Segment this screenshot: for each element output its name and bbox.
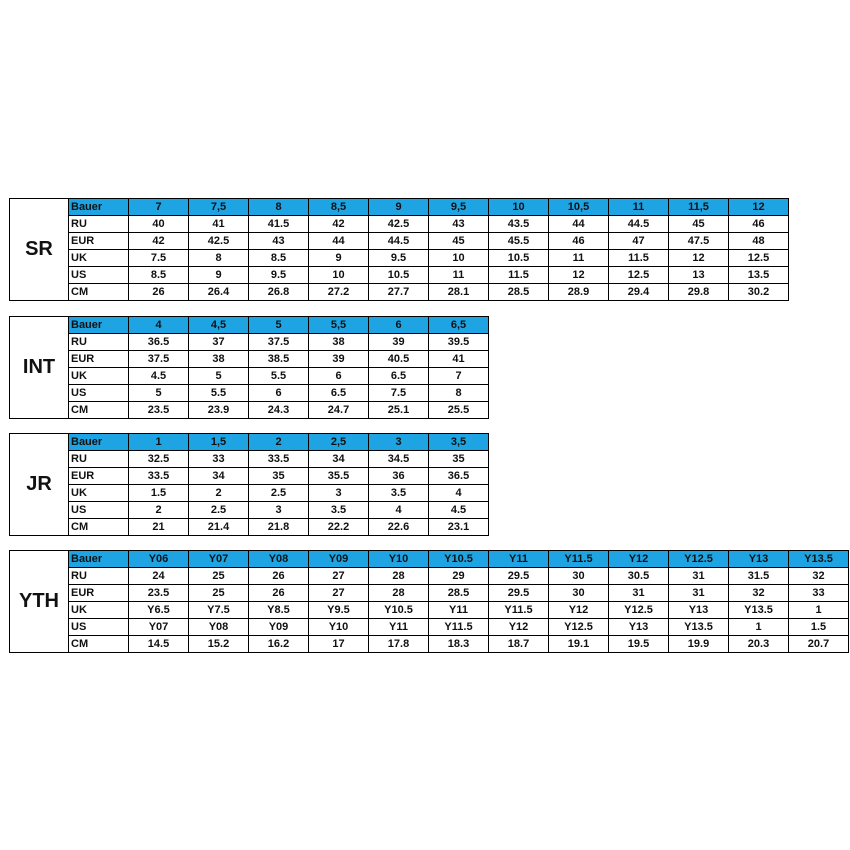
size-cell: 9.5	[369, 250, 429, 267]
size-cell: 10.5	[489, 250, 549, 267]
size-cell: 40	[129, 216, 189, 233]
size-cell: 19.5	[609, 636, 669, 653]
size-cell: 45	[429, 233, 489, 250]
size-cell: 42	[129, 233, 189, 250]
size-header-cell: 10	[489, 199, 549, 216]
size-cell: 43	[249, 233, 309, 250]
size-cell: 29	[429, 568, 489, 585]
size-cell: 46	[549, 233, 609, 250]
size-cell: 38	[309, 334, 369, 351]
header-row	[69, 317, 489, 334]
size-header-cell: 5,5	[309, 317, 369, 334]
row-label: US	[69, 502, 129, 519]
size-cell: 5	[129, 385, 189, 402]
size-cell: 27.2	[309, 284, 369, 301]
size-cell: 25.5	[429, 402, 489, 419]
size-header-cell: 2,5	[309, 434, 369, 451]
size-cell: 15.2	[189, 636, 249, 653]
size-cell: 6	[249, 385, 309, 402]
table-row	[69, 468, 489, 485]
size-table-grid	[68, 198, 789, 301]
size-cell: 10	[429, 250, 489, 267]
size-cell: 1.5	[129, 485, 189, 502]
size-header-cell: Y13	[729, 551, 789, 568]
size-cell: 13	[669, 267, 729, 284]
size-cell: 38	[189, 351, 249, 368]
size-header-cell: 3	[369, 434, 429, 451]
size-cell: 31	[669, 568, 729, 585]
row-label: US	[69, 619, 129, 636]
size-cell: 35.5	[309, 468, 369, 485]
table-row	[69, 402, 489, 419]
size-cell: 8	[429, 385, 489, 402]
size-cell: 28.9	[549, 284, 609, 301]
size-table-grid	[68, 316, 489, 419]
size-cell: 11.5	[609, 250, 669, 267]
size-cell: 24	[129, 568, 189, 585]
size-header-cell: 6	[369, 317, 429, 334]
size-cell: 11	[549, 250, 609, 267]
size-header-cell: Y12	[609, 551, 669, 568]
size-cell: 23.5	[129, 585, 189, 602]
size-category-label: SR	[9, 198, 68, 301]
row-label: EUR	[69, 233, 129, 250]
size-cell: 28.5	[429, 585, 489, 602]
size-cell: 34	[309, 451, 369, 468]
size-cell: 2.5	[189, 502, 249, 519]
size-cell: 30.2	[729, 284, 789, 301]
size-table-yth	[9, 550, 849, 653]
size-cell: 2	[129, 502, 189, 519]
row-label: RU	[69, 334, 129, 351]
size-cell: 12.5	[729, 250, 789, 267]
table-row	[69, 334, 489, 351]
size-cell: 3.5	[369, 485, 429, 502]
table-row	[69, 250, 789, 267]
size-cell: 25	[189, 568, 249, 585]
size-header-cell: 8	[249, 199, 309, 216]
size-cell: 11.5	[489, 267, 549, 284]
size-cell: 8.5	[249, 250, 309, 267]
size-cell: 10.5	[369, 267, 429, 284]
size-cell: 17.8	[369, 636, 429, 653]
size-table-jr	[9, 433, 489, 536]
size-cell: 39	[309, 351, 369, 368]
size-cell: 32.5	[129, 451, 189, 468]
size-header-cell: 6,5	[429, 317, 489, 334]
header-row	[69, 434, 489, 451]
size-cell: 36	[369, 468, 429, 485]
size-cell: Y11.5	[489, 602, 549, 619]
header-row	[69, 199, 789, 216]
size-cell: 26.4	[189, 284, 249, 301]
size-cell: 2.5	[249, 485, 309, 502]
size-cell: 28.5	[489, 284, 549, 301]
table-row	[69, 485, 489, 502]
size-cell: 3	[309, 485, 369, 502]
size-cell: 44	[549, 216, 609, 233]
size-header-cell: 9,5	[429, 199, 489, 216]
size-cell: 43.5	[489, 216, 549, 233]
size-cell: 25.1	[369, 402, 429, 419]
size-cell: 48	[729, 233, 789, 250]
size-cell: 17	[309, 636, 369, 653]
table-row	[69, 267, 789, 284]
size-cell: 37.5	[249, 334, 309, 351]
size-cell: 26	[129, 284, 189, 301]
row-label: UK	[69, 368, 129, 385]
size-cell: 24.7	[309, 402, 369, 419]
size-cell: 32	[789, 568, 849, 585]
size-cell: 30	[549, 568, 609, 585]
table-row	[69, 519, 489, 536]
size-cell: 33	[789, 585, 849, 602]
table-row	[69, 585, 849, 602]
size-cell: 5	[189, 368, 249, 385]
size-cell: 10	[309, 267, 369, 284]
size-cell: 30.5	[609, 568, 669, 585]
size-cell: 35	[429, 451, 489, 468]
size-cell: 18.7	[489, 636, 549, 653]
size-cell: 37	[189, 334, 249, 351]
size-cell: 21.8	[249, 519, 309, 536]
size-cell: Y12	[489, 619, 549, 636]
row-label: RU	[69, 568, 129, 585]
size-cell: Y07	[129, 619, 189, 636]
size-category-label: YTH	[9, 550, 68, 653]
row-label: RU	[69, 451, 129, 468]
size-category-label: JR	[9, 433, 68, 536]
table-row	[69, 568, 849, 585]
size-header-cell: 4,5	[189, 317, 249, 334]
size-cell: Y11.5	[429, 619, 489, 636]
size-header-cell: 8,5	[309, 199, 369, 216]
size-cell: 47.5	[669, 233, 729, 250]
size-cell: Y12.5	[549, 619, 609, 636]
size-cell: 4.5	[129, 368, 189, 385]
size-cell: 33.5	[249, 451, 309, 468]
size-table-int	[9, 316, 489, 419]
size-cell: 16.2	[249, 636, 309, 653]
size-cell: 29.5	[489, 568, 549, 585]
size-cell: 33.5	[129, 468, 189, 485]
size-table-grid	[68, 550, 849, 653]
size-header-cell: 7	[129, 199, 189, 216]
size-header-cell: 1,5	[189, 434, 249, 451]
size-header-cell: 11,5	[669, 199, 729, 216]
size-cell: 9	[189, 267, 249, 284]
size-header-cell: Y12.5	[669, 551, 729, 568]
size-cell: 9	[309, 250, 369, 267]
size-cell: 7.5	[129, 250, 189, 267]
table-row	[69, 351, 489, 368]
size-cell: Y9.5	[309, 602, 369, 619]
size-header-cell: Y10	[369, 551, 429, 568]
size-cell: Y08	[189, 619, 249, 636]
table-row	[69, 216, 789, 233]
size-cell: 23.9	[189, 402, 249, 419]
size-cell: 14.5	[129, 636, 189, 653]
size-cell: Y7.5	[189, 602, 249, 619]
row-label: RU	[69, 216, 129, 233]
size-category-label: INT	[9, 316, 68, 419]
size-cell: 22.2	[309, 519, 369, 536]
row-label: UK	[69, 602, 129, 619]
size-cell: 6.5	[309, 385, 369, 402]
size-cell: 12.5	[609, 267, 669, 284]
size-cell: Y12	[549, 602, 609, 619]
size-table-grid	[68, 433, 489, 536]
brand-cell: Bauer	[69, 317, 129, 334]
size-cell: 36.5	[129, 334, 189, 351]
size-cell: 23.1	[429, 519, 489, 536]
table-row	[69, 619, 849, 636]
size-cell: Y10.5	[369, 602, 429, 619]
size-cell: 29.8	[669, 284, 729, 301]
size-cell: 9.5	[249, 267, 309, 284]
size-cell: 28.1	[429, 284, 489, 301]
row-label: EUR	[69, 585, 129, 602]
size-cell: 31	[609, 585, 669, 602]
size-table-sr	[9, 198, 789, 301]
size-header-cell: Y11.5	[549, 551, 609, 568]
size-header-cell: 7,5	[189, 199, 249, 216]
size-cell: 41	[429, 351, 489, 368]
size-cell: 30	[549, 585, 609, 602]
table-row	[69, 385, 489, 402]
size-cell: 31	[669, 585, 729, 602]
table-row	[69, 502, 489, 519]
size-cell: Y13	[609, 619, 669, 636]
size-header-cell: Y09	[309, 551, 369, 568]
size-cell: 46	[729, 216, 789, 233]
table-row	[69, 636, 849, 653]
size-cell: 27	[309, 568, 369, 585]
size-header-cell: 3,5	[429, 434, 489, 451]
size-cell: 34	[189, 468, 249, 485]
row-label: UK	[69, 250, 129, 267]
row-label: EUR	[69, 468, 129, 485]
size-header-cell: Y11	[489, 551, 549, 568]
size-cell: 37.5	[129, 351, 189, 368]
size-cell: 20.3	[729, 636, 789, 653]
table-row	[69, 233, 789, 250]
size-cell: 33	[189, 451, 249, 468]
table-row	[69, 451, 489, 468]
table-row	[69, 368, 489, 385]
size-cell: 19.9	[669, 636, 729, 653]
size-cell: 42.5	[189, 233, 249, 250]
size-cell: 4.5	[429, 502, 489, 519]
size-cell: 40.5	[369, 351, 429, 368]
row-label: US	[69, 267, 129, 284]
size-cell: 42.5	[369, 216, 429, 233]
size-cell: 43	[429, 216, 489, 233]
size-cell: 39.5	[429, 334, 489, 351]
size-cell: 8.5	[129, 267, 189, 284]
size-cell: 26.8	[249, 284, 309, 301]
size-cell: 22.6	[369, 519, 429, 536]
size-cell: 31.5	[729, 568, 789, 585]
size-cell: 38.5	[249, 351, 309, 368]
row-label: CM	[69, 402, 129, 419]
row-label: CM	[69, 519, 129, 536]
size-header-cell: Y10.5	[429, 551, 489, 568]
table-row	[69, 602, 849, 619]
size-cell: 3	[249, 502, 309, 519]
size-cell: 13.5	[729, 267, 789, 284]
size-cell: 12	[549, 267, 609, 284]
table-row	[69, 284, 789, 301]
size-cell: 19.1	[549, 636, 609, 653]
row-label: CM	[69, 284, 129, 301]
size-cell: 41.5	[249, 216, 309, 233]
size-header-cell: 10,5	[549, 199, 609, 216]
header-row	[69, 551, 849, 568]
size-header-cell: 9	[369, 199, 429, 216]
size-cell: Y11	[369, 619, 429, 636]
size-cell: 45	[669, 216, 729, 233]
size-cell: 6.5	[369, 368, 429, 385]
brand-cell: Bauer	[69, 434, 129, 451]
size-cell: 25	[189, 585, 249, 602]
size-cell: Y11	[429, 602, 489, 619]
size-cell: 28	[369, 585, 429, 602]
brand-cell: Bauer	[69, 199, 129, 216]
size-cell: 47	[609, 233, 669, 250]
size-header-cell: Y08	[249, 551, 309, 568]
size-cell: 29.5	[489, 585, 549, 602]
size-cell: 7.5	[369, 385, 429, 402]
size-cell: 1	[729, 619, 789, 636]
size-header-cell: 2	[249, 434, 309, 451]
size-cell: Y13.5	[669, 619, 729, 636]
size-cell: 7	[429, 368, 489, 385]
size-cell: 27.7	[369, 284, 429, 301]
size-header-cell: 1	[129, 434, 189, 451]
size-header-cell: 12	[729, 199, 789, 216]
size-cell: Y8.5	[249, 602, 309, 619]
size-cell: Y09	[249, 619, 309, 636]
size-cell: 5.5	[249, 368, 309, 385]
size-header-cell: Y06	[129, 551, 189, 568]
size-cell: 27	[309, 585, 369, 602]
size-cell: 2	[189, 485, 249, 502]
size-cell: 18.3	[429, 636, 489, 653]
size-cell: 26	[249, 585, 309, 602]
size-cell: 28	[369, 568, 429, 585]
size-cell: 5.5	[189, 385, 249, 402]
size-cell: 42	[309, 216, 369, 233]
size-cell: 11	[429, 267, 489, 284]
size-cell: Y6.5	[129, 602, 189, 619]
size-header-cell: Y07	[189, 551, 249, 568]
size-cell: 20.7	[789, 636, 849, 653]
row-label: UK	[69, 485, 129, 502]
size-cell: 32	[729, 585, 789, 602]
size-cell: 44.5	[369, 233, 429, 250]
size-cell: 3.5	[309, 502, 369, 519]
row-label: US	[69, 385, 129, 402]
size-cell: Y13.5	[729, 602, 789, 619]
row-label: CM	[69, 636, 129, 653]
size-header-cell: Y13.5	[789, 551, 849, 568]
size-cell: 39	[369, 334, 429, 351]
size-cell: 21.4	[189, 519, 249, 536]
size-header-cell: 5	[249, 317, 309, 334]
size-cell: 29.4	[609, 284, 669, 301]
size-cell: 8	[189, 250, 249, 267]
size-cell: 41	[189, 216, 249, 233]
brand-cell: Bauer	[69, 551, 129, 568]
size-cell: 36.5	[429, 468, 489, 485]
size-header-cell: 4	[129, 317, 189, 334]
size-cell: 34.5	[369, 451, 429, 468]
size-cell: Y13	[669, 602, 729, 619]
size-cell: 44.5	[609, 216, 669, 233]
size-cell: 6	[309, 368, 369, 385]
size-cell: Y10	[309, 619, 369, 636]
size-cell: 44	[309, 233, 369, 250]
size-cell: 1	[789, 602, 849, 619]
size-cell: 4	[369, 502, 429, 519]
size-cell: 45.5	[489, 233, 549, 250]
row-label: EUR	[69, 351, 129, 368]
size-cell: 23.5	[129, 402, 189, 419]
size-header-cell: 11	[609, 199, 669, 216]
size-cell: 35	[249, 468, 309, 485]
size-cell: 21	[129, 519, 189, 536]
size-cell: 12	[669, 250, 729, 267]
size-cell: 4	[429, 485, 489, 502]
size-cell: Y12.5	[609, 602, 669, 619]
size-cell: 1.5	[789, 619, 849, 636]
size-cell: 24.3	[249, 402, 309, 419]
size-cell: 26	[249, 568, 309, 585]
